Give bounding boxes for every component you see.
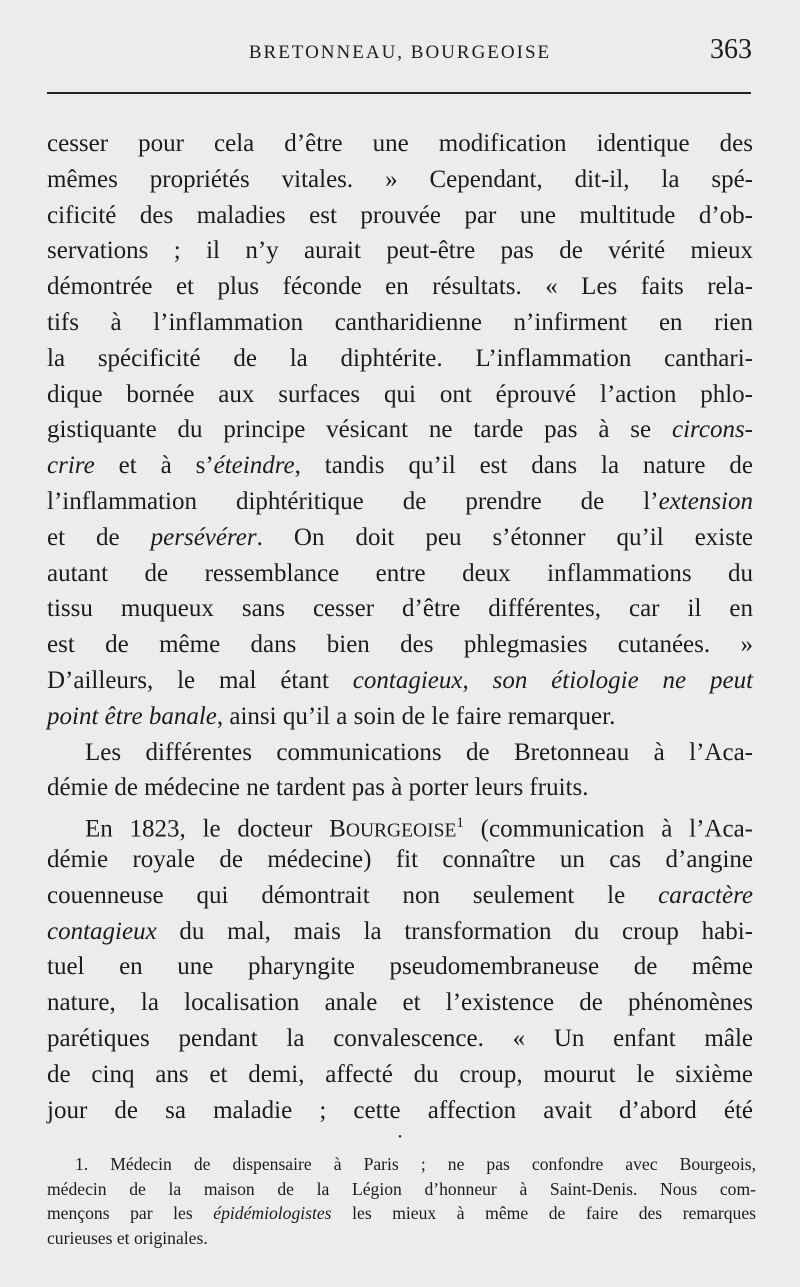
text-line: dique bornée aux surfaces qui ont éprouvé l’action phlo- [47,380,753,408]
text-line: démie royale de médecine) fit connaître un cas d’angine [47,845,753,873]
text-line: la spécificité de la diphtérite. L’inflammation canthari- [47,344,753,372]
text-line: couenneuse qui démontrait non seulement le caractère [47,881,753,909]
text-line: est de même dans bien des phlegmasies cutanées. » [47,631,753,659]
text-line: l’inflammation diphtéritique de prendre de l’extension [47,487,753,515]
text-line: autant de ressemblance entre deux inflammations du [47,559,753,587]
footnotes [47,1152,756,1250]
text-line: tifs à l’inflammation cantharidienne n’infirment en rien [47,308,753,336]
text-line: et de persévérer. On doit peu s’étonner qu’il existe [47,523,754,551]
header-rule [47,92,751,94]
text-line: contagieux du mal, mais la transformation du croup habi- [47,917,753,945]
footnote-line: mençons par les épidémiologistes les mieux à même de faire des remarques [47,1203,757,1223]
text-line: démie de médecine ne tardent pas à porter leurs fruits. [47,774,589,802]
text-line: crire et à s’éteindre, tandis qu’il est dans la nature de [47,452,753,480]
text-line: cesser pour cela d’être une modification identique des [47,130,753,157]
text-line: de cinq ans et demi, affecté du croup, mourut le sixième [47,1060,753,1088]
footnote-line: médecin de la maison de la Légion d’honneur à Saint-Denis. Nous com- [47,1178,756,1199]
running-head: BRETONNEAU, BOURGEOISE [248,42,552,63]
text-line: En 1823, le docteur BOURGEOISE$^1$ (communication à l’Aca- [85,815,753,843]
text-line: tuel en une pharyngite pseudomembraneuse de même [47,953,753,981]
text-line: démontrée et plus féconde en résultats. « Les faits rela- [47,273,753,301]
footnote-line: curieuses et originales. [47,1227,208,1248]
text-line: mêmes propriétés vitales. » Cependant, dit-il, la spé- [47,165,753,193]
text-line: jour de sa maladie ; cette affection avait d’abord été [47,1096,753,1124]
body-text [47,126,753,1128]
footnote-line: 1. Médecin de dispensaire à Paris ; ne pas confondre avec Bourgeois, [75,1154,756,1174]
page-number: 363 [710,34,752,65]
text-line: Les différentes communications de Bretonneau à l’Aca- [85,738,753,766]
footnote-separator: • [398,1132,402,1143]
text-line: servations ; il n’y aurait peut-être pas de vérité mieux [47,237,753,265]
text-line: nature, la localisation anale et l’existence de phénomènes [47,989,753,1017]
text-line: gistiquante du principe vésicant ne tarde pas à se circons- [47,416,753,444]
text-line: D’ailleurs, le mal étant contagieux, son étiologie ne peut [47,666,754,694]
text-line: parétiques pendant la convalescence. « Un enfant mâle [47,1024,753,1052]
text-line: tissu muqueux sans cesser d’être différentes, car il en [47,595,753,623]
text-line: cificité des maladies est prouvée par une multitude d’ob- [47,201,753,229]
text-line: point être banale, ainsi qu’il a soin de le faire remarquer. [47,702,616,730]
